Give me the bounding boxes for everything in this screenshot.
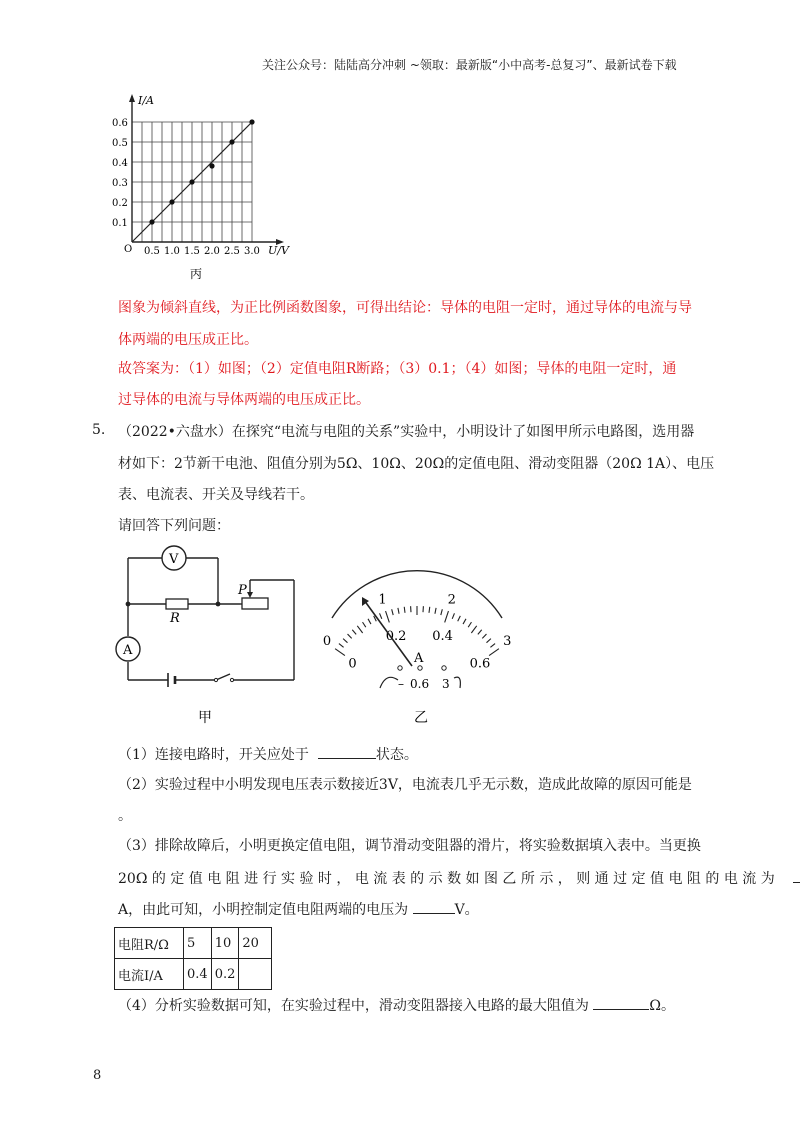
terminal-minus: – — [398, 677, 404, 691]
dial-inner-label: 0.6 — [469, 656, 491, 672]
dial-inner-label: 0 — [348, 656, 357, 672]
table-cell: 20 — [239, 928, 272, 959]
answer-line-3: 故答案为：（1）如图；（2）定值电阻R断路；（3）0.1；（4）如图；导体的电阻一定时，通 — [118, 361, 677, 377]
subq-3: （3）排除故障后，小明更换定值电阻，调节滑动变阻器的滑片，将实验数据填入表中。当更换 — [118, 838, 701, 854]
y-axis-arrow — [129, 94, 135, 102]
dial-tick — [478, 630, 482, 635]
dial-tick — [368, 619, 371, 624]
x-tick-label: 3.0 — [244, 246, 260, 257]
dial-tick — [398, 608, 399, 614]
ammeter-label: A — [123, 643, 133, 658]
table-cell: 电阻R/Ω — [115, 928, 184, 959]
rheostat-icon — [242, 598, 268, 609]
data-table — [114, 927, 272, 990]
switch-icon — [214, 678, 217, 681]
y-tick-label: 0.2 — [112, 198, 128, 209]
dial-tick — [482, 634, 486, 638]
dial-tick — [458, 616, 461, 621]
subq-3-line3: A，由此可知，小明控制定值电阻两端的电压为 V。 — [118, 899, 479, 920]
data-point — [209, 163, 214, 168]
table-cell: 0.2 — [211, 959, 239, 990]
dial-tick — [468, 622, 471, 627]
terminal-0-6: 0.6 — [410, 677, 430, 691]
dial-tick — [357, 626, 362, 633]
answer-line-2: 体两端的电压成正比。 — [118, 332, 258, 348]
x-tick-label: 1.0 — [164, 246, 180, 257]
table-cell: 0.4 — [184, 959, 212, 990]
resistor-icon — [166, 599, 188, 609]
question-line-1: （2022•六盘水）在探究“电流与电阻的关系”实验中，小明设计了如图甲所示电路图，选用器 — [118, 424, 695, 440]
origin-label: O — [124, 244, 133, 255]
dial-outer-label: 0 — [322, 633, 332, 649]
subq-4: （4）分析实验数据可知，在实验过程中，滑动变阻器接入电路的最大阻值为 Ω。 — [118, 995, 675, 1016]
subq-3-line2: 20Ω 的 定 值 电 阻 进 行 实 验 时 ， 电 流 表 的 示 数 如 图 乙 所 示 ， 则 通 过 定 值 电 阻 的 电 流 为 — [118, 868, 800, 889]
answer-line-1: 图象为倾斜直线，为正比例函数图象，可得出结论：导体的电阻一定时，通过导体的电流与导 — [118, 300, 692, 316]
table-row — [115, 928, 272, 959]
y-tick-label: 0.3 — [112, 178, 128, 189]
question-number: 5. — [92, 422, 106, 438]
answer-blank-4[interactable] — [593, 995, 649, 1010]
dial-tick — [404, 607, 405, 613]
question-line-2: 材如下：2节新干电池、阻值分别为5Ω、10Ω、20Ω的定值电阻、滑动变阻器（20Ω 1A）、电压 — [118, 456, 715, 472]
table-cell: 10 — [211, 928, 239, 959]
data-point — [249, 119, 254, 124]
meter-caption: 乙 — [414, 710, 428, 726]
iu-graph — [108, 92, 308, 292]
data-point — [149, 219, 154, 224]
dial-tick — [463, 619, 466, 624]
dial-tick — [339, 644, 344, 648]
y-tick-label: 0.5 — [112, 138, 128, 149]
subq-2: （2）实验过程中小明发现电压表示数接近3V，电流表几乎无示数，造成此故障的原因可能是 — [118, 777, 692, 793]
dial-tick — [352, 630, 356, 635]
resistor-label: R — [170, 611, 180, 626]
y-tick-label: 0.6 — [112, 118, 128, 129]
answer-blank-3b[interactable] — [413, 899, 455, 914]
dial-tick — [348, 634, 352, 638]
y-axis-label: I/A — [138, 94, 154, 107]
subq-1: （1）连接电路时，开关应处于 状态。 — [118, 744, 418, 765]
page-header: 关注公众号：陆陆高分冲刺 ~领取：最新版“小中高考-总复习”、最新试卷下载 — [262, 58, 677, 72]
dial-inner-label: 0.2 — [385, 628, 407, 644]
x-tick-label: 1.5 — [184, 246, 200, 257]
y-tick-label: 0.1 — [112, 218, 128, 229]
x-tick-label: 0.5 — [144, 246, 160, 257]
slider-label: P — [238, 583, 247, 598]
dial-tick — [392, 609, 394, 615]
dial-tick — [363, 622, 366, 627]
voltmeter-label: V — [169, 552, 179, 567]
dial-tick — [441, 609, 443, 615]
answer-blank-3a[interactable] — [793, 868, 800, 883]
x-tick-label: 2.5 — [224, 246, 240, 257]
circuit-diagram — [108, 540, 308, 730]
data-point — [169, 199, 174, 204]
question-line-4: 请回答下列问题： — [118, 518, 230, 534]
question-line-3: 表、电流表、开关及导线若干。 — [118, 487, 314, 503]
dial-tick — [490, 644, 495, 648]
table-row — [115, 959, 272, 990]
table-cell: 电流I/A — [115, 959, 184, 990]
dial-tick — [429, 607, 430, 613]
page-number: 8 — [93, 1068, 102, 1083]
dial-tick — [386, 611, 390, 622]
dial-unit: A — [414, 651, 424, 666]
dial-tick — [435, 608, 436, 614]
answer-blank-1[interactable] — [318, 744, 376, 759]
dial-tick — [489, 649, 499, 656]
dial-tick — [445, 611, 449, 622]
answer-line-4: 过导体的电流与导体两端的电压成正比。 — [118, 392, 370, 408]
x-tick-label: 2.0 — [204, 246, 220, 257]
dial-tick — [343, 639, 347, 643]
data-point — [189, 179, 194, 184]
slider-arrow-icon — [247, 592, 253, 598]
data-point — [229, 139, 234, 144]
subq-2-end: 。 — [118, 808, 132, 824]
terminal-3: 3 — [442, 677, 450, 691]
dial-tick — [335, 649, 345, 656]
circuit-caption: 甲 — [198, 710, 212, 726]
x-axis-label: U/V — [268, 244, 289, 257]
table-cell — [239, 959, 272, 990]
y-tick-label: 0.4 — [112, 158, 128, 169]
dial-outer-label: 3 — [503, 633, 512, 649]
dial-inner-label: 0.4 — [432, 628, 453, 644]
ammeter-dial — [312, 546, 522, 726]
dial-tick — [486, 639, 490, 643]
dial-tick — [471, 626, 476, 633]
dial-outer-label: 1 — [378, 592, 387, 608]
graph-caption: 丙 — [190, 267, 203, 281]
table-cell: 5 — [184, 928, 212, 959]
dial-outer-label: 2 — [447, 592, 456, 608]
dial-tick — [380, 613, 382, 619]
dial-tick — [452, 613, 454, 619]
